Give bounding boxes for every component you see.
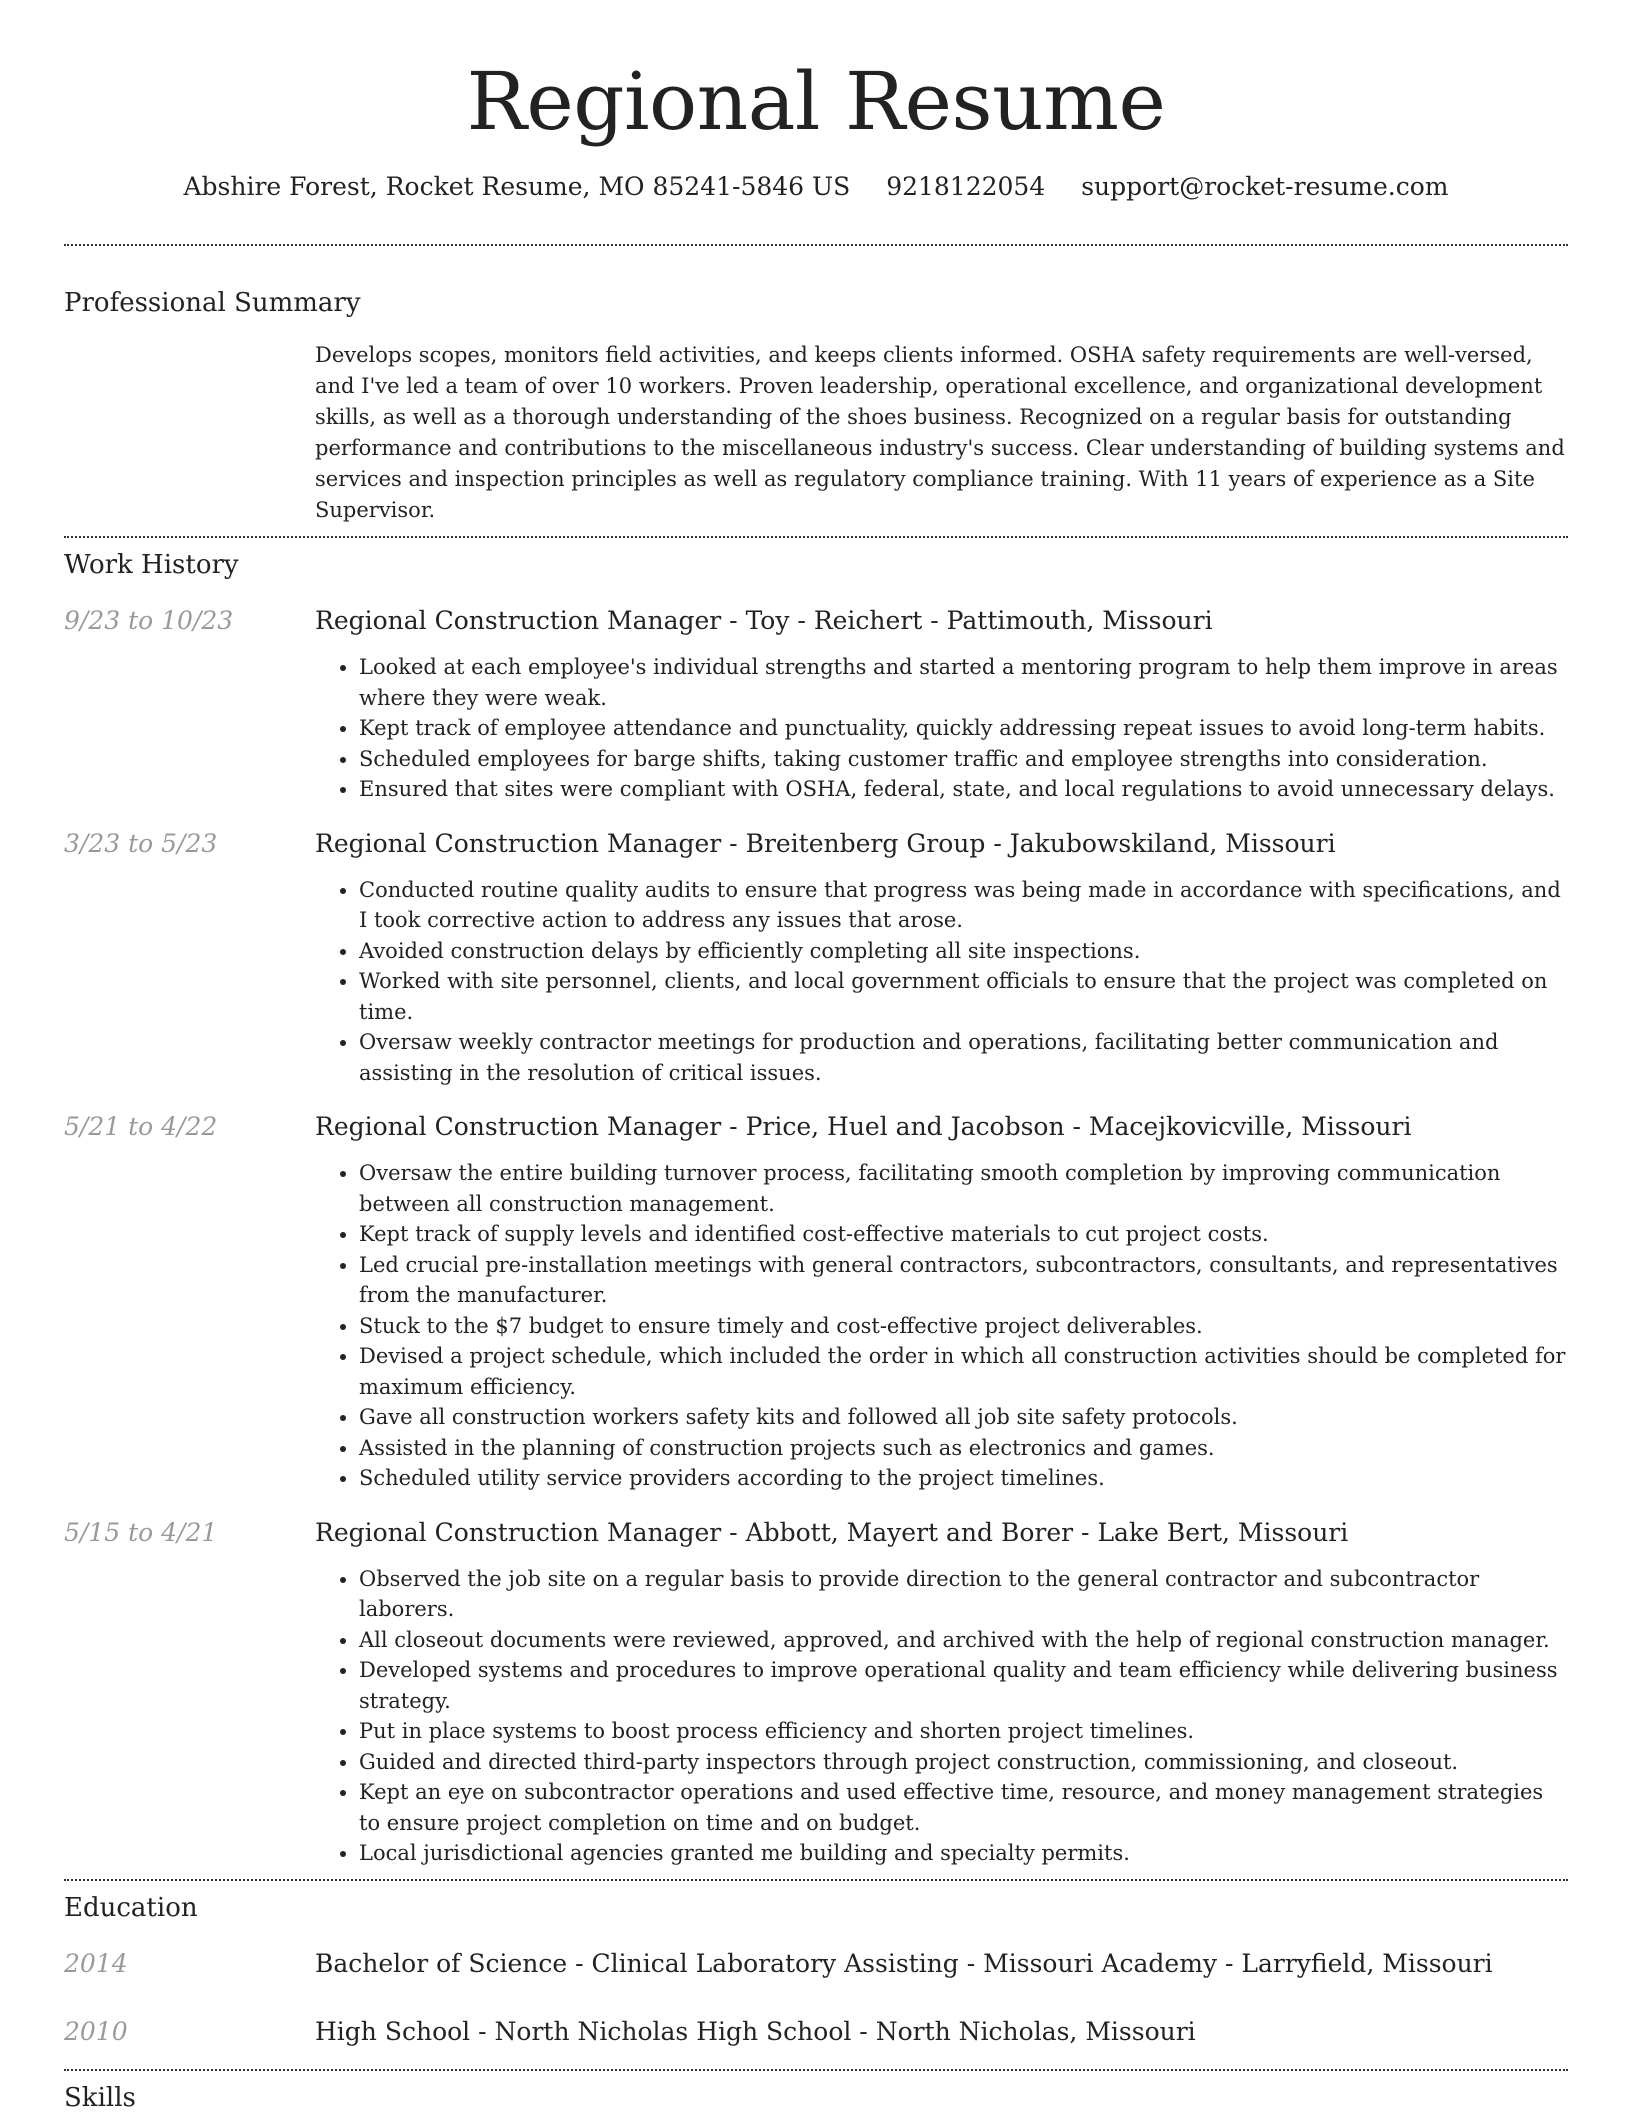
education-year: 2014 [64,1948,128,1978]
education-title: Bachelor of Science - Clinical Laboratory Assisting - Missouri Academy - Larryfield, Missouri [315,1948,1493,1978]
job-dates: 5/15 to 4/21 [64,1517,218,1547]
job-bullet: • Ensured that sites were compliant with OSHA, federal, state, and local regulations to avoid unnecessary delays. [359,774,1568,805]
job-bullet: • Local jurisdictional agencies granted me building and specialty permits. [359,1838,1568,1869]
job-bullet: • Observed the job site on a regular basis to provide direction to the general contractor and subcontractor laborers. [359,1564,1568,1625]
contact-line [64,170,1568,204]
work-history-heading: Work History [64,550,239,580]
job-bullet: • Avoided construction delays by efficiently completing all site inspections. [359,936,1568,967]
job-bullet: • Put in place systems to boost process efficiency and shorten project timelines. [359,1716,1568,1747]
job-title: Regional Construction Manager - Abbott, Mayert and Borer - Lake Bert, Missouri [315,1517,1349,1547]
job-bullet: • Oversaw the entire building turnover process, facilitating smooth completion by improving communication between all construction management. [359,1158,1568,1219]
job-bullets [64,652,1568,805]
education-heading: Education [64,1892,198,1923]
contact-phone: 9218122054 [886,172,1046,201]
education-entry [64,1947,1568,1981]
job-title: Regional Construction Manager - Toy - Reichert - Pattimouth, Missouri [315,606,1213,635]
job-bullet: • Kept track of employee attendance and punctuality, quickly addressing repeat issues to avoid long-term habits. [359,713,1568,744]
job-bullet: • Developed systems and procedures to improve operational quality and team efficiency while delivering business strategy. [359,1655,1568,1716]
job-entry [64,604,1568,805]
job-bullet: • Led crucial pre-installation meetings with general contractors, subcontractors, consultants, and representatives from the manufacturer. [359,1250,1568,1311]
job-bullet: • Scheduled utility service providers according to the project timelines. [359,1463,1568,1494]
job-dates: 3/23 to 5/23 [64,828,218,858]
job-bullet: • Oversaw weekly contractor meetings for production and operations, facilitating better communication and assisting in the resolution of critical issues. [359,1027,1568,1088]
skills-heading: Skills [64,2082,136,2113]
job-bullets [64,875,1568,1089]
contact-email: support@rocket-resume.com [1081,172,1449,201]
job-bullet: • Scheduled employees for barge shifts, taking customer traffic and employee strengths into consideration. [359,744,1568,775]
job-bullet: • Looked at each employee's individual strengths and started a mentoring program to help them improve in areas where they were weak. [359,652,1568,713]
summary-heading: Professional Summary [64,288,361,318]
section-divider [64,2069,1568,2071]
job-dates: 5/21 to 4/22 [64,1112,218,1141]
education-section [64,1891,1568,2049]
job-bullet: • Kept track of supply levels and identified cost-effective materials to cut project costs. [359,1219,1568,1250]
job-bullet: • Conducted routine quality audits to ensure that progress was being made in accordance with specifications, and I took corrective action to address any issues that arose. [359,875,1568,936]
job-bullet: • Devised a project schedule, which included the order in which all construction activities should be completed for maximum efficiency. [359,1341,1568,1402]
skills-section [64,2081,1568,2115]
contact-address: Abshire Forest, Rocket Resume, MO 85241-5846 US [183,172,851,201]
job-bullets [64,1564,1568,1869]
job-bullet: • Stuck to the $7 budget to ensure timely and cost-effective project deliverables. [359,1311,1568,1342]
job-bullets [64,1158,1568,1494]
job-bullet: • Guided and directed third-party inspectors through project construction, commissioning, and closeout. [359,1747,1568,1778]
work-history-section [64,548,1568,1869]
section-divider [64,244,1568,246]
section-divider [64,1879,1568,1881]
summary-section [64,286,1568,526]
job-bullet: • Worked with site personnel, clients, and local government officials to ensure that the project was completed on time. [359,966,1568,1027]
job-entry [64,1516,1568,1869]
education-title: High School - North Nicholas High School - North Nicholas, Missouri [315,2016,1196,2046]
job-bullet: • Kept an eye on subcontractor operations and used effective time, resource, and money management strategies to ensure project completion on time and on budget. [359,1777,1568,1838]
job-title: Regional Construction Manager - Price, Huel and Jacobson - Macejkovicville, Missouri [315,1112,1412,1141]
job-bullet: • Assisted in the planning of construction projects such as electronics and games. [359,1433,1568,1464]
job-bullet: • Gave all construction workers safety kits and followed all job site safety protocols. [359,1402,1568,1433]
job-entry [64,1110,1568,1494]
education-entry [64,2015,1568,2049]
summary-text: Develops scopes, monitors field activities, and keeps clients informed. OSHA safety requirements are well-versed, and I've led a team of over 10 workers. Proven leadership, operational excellence, and organizational development skills, as well as a thorough understanding of the shoes business. Recognized on a regular basis for outstanding performance and contributions to the miscellaneous industry's success. Clear understanding of building systems and services and inspection principles as well as regulatory compliance training. With 11 years of experience as a Site Supervisor. [315,343,1565,522]
job-title: Regional Construction Manager - Breitenberg Group - Jakubowskiland, Missouri [315,828,1336,858]
job-entry [64,827,1568,1089]
resume-page [64,0,1568,2115]
resume-title: Regional Resume [466,55,1166,148]
section-divider [64,536,1568,538]
education-year: 2010 [64,2016,128,2046]
job-bullet: • All closeout documents were reviewed, approved, and archived with the help of regional construction manager. [359,1625,1568,1656]
job-dates: 9/23 to 10/23 [64,606,234,635]
